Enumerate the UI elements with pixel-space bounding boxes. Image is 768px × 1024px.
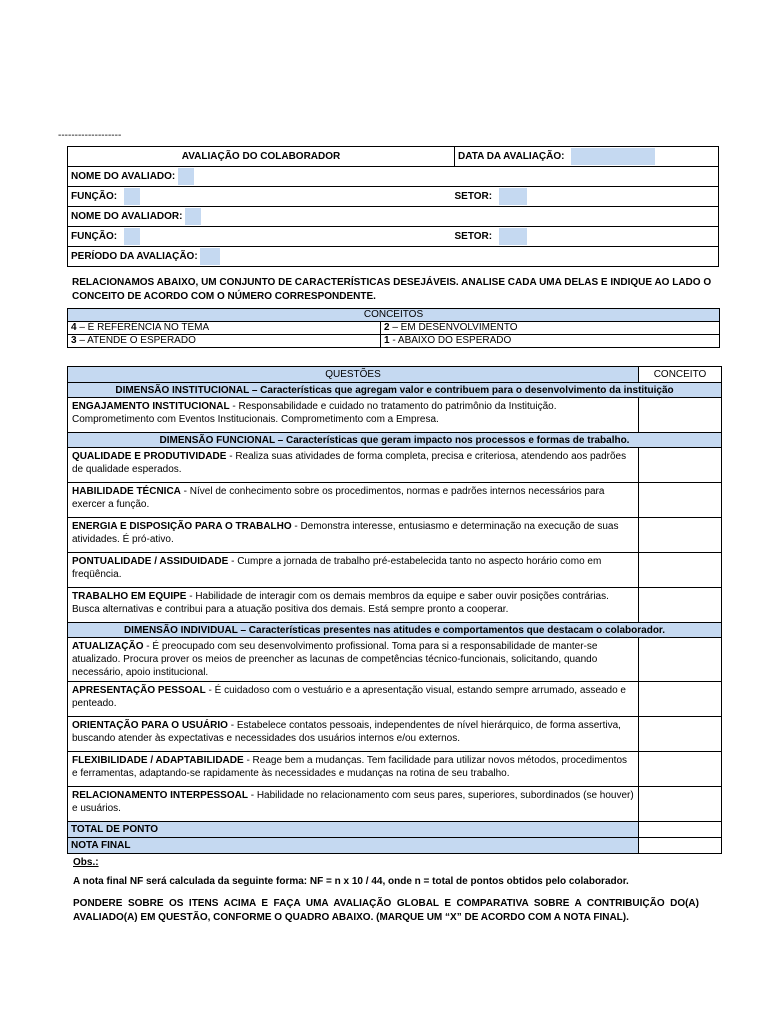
concept-input-q6[interactable]	[639, 588, 722, 623]
period-row	[68, 247, 719, 267]
table-row	[68, 717, 722, 752]
table-row	[68, 682, 722, 717]
concept-1	[381, 335, 720, 348]
table-row	[68, 752, 722, 787]
separator-line: -------------------	[58, 130, 122, 141]
concept-4-num: 4	[71, 322, 77, 333]
question-relacionamento	[68, 787, 639, 822]
sector-cell-1	[455, 187, 719, 207]
q4-text: - Demonstra interesse, entusiasmo e determinação na execução de suas atividades. É pró-ativo.	[72, 521, 619, 545]
table-row	[68, 588, 722, 623]
concept-4	[68, 322, 381, 335]
q8-text: - É cuidadoso com o vestuário e a apresentação visual, estando sempre arrumado, asseado e penteado.	[72, 685, 626, 709]
function-label-1: FUNÇÃO:	[71, 191, 118, 203]
sector-field-1[interactable]	[499, 188, 527, 205]
concept-1-num: 1	[384, 335, 390, 346]
concepts-title: CONCEITOS	[68, 309, 720, 322]
concept-1-text: - ABAIXO DO ESPERADO	[389, 335, 512, 346]
q11-text: - Habilidade no relacionamento com seus pares, superiores, subordinados (se houver) e usuários.	[72, 790, 634, 814]
evaluated-name-field[interactable]	[178, 168, 194, 185]
concepts-table	[67, 308, 720, 348]
final-grade-label: NOTA FINAL	[68, 838, 639, 854]
q9-text: - Estabelece contatos pessoais, independentes de nível hierárquico, de forma assertiva, buscando atender às expectativas e necessidades dos usuários internos e/ou externos.	[72, 720, 621, 744]
question-pontualidade	[68, 553, 639, 588]
evaluation-header-form	[67, 146, 719, 267]
sector-label-2: SETOR:	[454, 231, 493, 243]
table-row	[68, 638, 722, 682]
q10-text: - Reage bem a mudanças. Tem facilidade para utilizar novos métodos, procedimentos e ferramentas, adaptando-se rapidamente às necessidades e mudanças na rotina de seu trabalho.	[72, 755, 628, 779]
function-field-2[interactable]	[124, 228, 140, 245]
question-atualizacao	[68, 638, 639, 682]
q7-text: - É preocupado com seu desenvolvimento profissional. Toma para si a responsabilidade de manter-se atualizado. Procura prover os meios de preencher as lacunas de competências técnico-funcionais, solicitando, quando necessário, apoio institucional.	[72, 641, 598, 678]
table-row	[68, 787, 722, 822]
sector-cell-2	[455, 227, 719, 247]
question-habilidade	[68, 483, 639, 518]
question-qualidade	[68, 448, 639, 483]
question-engajamento	[68, 398, 639, 433]
period-label: PERÍODO DA AVALIAÇÃO:	[71, 251, 198, 263]
date-label-cell	[455, 147, 719, 167]
date-field[interactable]	[571, 148, 655, 165]
date-label: DATA DA AVALIAÇÃO:	[458, 151, 565, 163]
ponder-text: PONDERE SOBRE OS ITENS ACIMA E FAÇA UMA AVALIAÇÃO GLOBAL E COMPARATIVA SOBRE A CONTRIBUIÇÃO DO(A) AVALIADO(A) EM QUESTÃO, CONFORME O QUADRO ABAIXO. (MARQUE UM “X” DE ACORDO COM A NOTA FINAL).	[73, 898, 699, 923]
questions-table	[67, 366, 722, 854]
concept-3	[68, 335, 381, 348]
concept-4-text: – É REFERÊNCIA NO TEMA	[76, 322, 210, 333]
q1-title: ENGAJAMENTO INSTITUCIONAL	[72, 401, 230, 412]
q1-text: - Responsabilidade e cuidado no tratamento do patrimônio da Instituição. Comprometimento com Eventos Institucionais. Comprometimento com a Empresa.	[72, 401, 557, 425]
q3-title: HABILIDADE TÉCNICA	[72, 486, 181, 497]
evaluator-name-field[interactable]	[185, 208, 201, 225]
evaluated-name-label: NOME DO AVALIADO:	[71, 171, 176, 183]
q2-text: - Realiza suas atividades de forma completa, precisa e criteriosa, atendendo aos padrões de qualidade esperados.	[72, 451, 627, 475]
dimension-institutional: DIMENSÃO INSTITUCIONAL – Características que agregam valor e contribuem para o desenvolvimento da instituição	[68, 383, 722, 398]
sector-field-2[interactable]	[499, 228, 527, 245]
evaluator-name-label: NOME DO AVALIADOR:	[71, 211, 183, 223]
q5-text: - Cumpre a jornada de trabalho pré-estabelecida tanto no aspecto horário como em freqüência.	[72, 556, 602, 580]
concept-input-q4[interactable]	[639, 518, 722, 553]
q10-title: FLEXIBILIDADE / ADAPTABILIDADE	[72, 755, 244, 766]
final-grade-value[interactable]	[639, 838, 722, 854]
concept-3-text: – ATENDE O ESPERADO	[76, 335, 196, 346]
concept-input-q9[interactable]	[639, 717, 722, 752]
dimension-functional: DIMENSÃO FUNCIONAL – Características que geram impacto nos processos e formas de trabalho.	[68, 433, 722, 448]
table-row	[68, 518, 722, 553]
concept-input-q1[interactable]	[639, 398, 722, 433]
form-title: AVALIAÇÃO DO COLABORADOR	[68, 147, 455, 167]
formula-text: A nota final NF será calculada da seguinte forma: NF = n x 10 / 44, onde n = total de pontos obtidos pelo colaborador.	[73, 876, 629, 887]
intro-text: RELACIONAMOS ABAIXO, UM CONJUNTO DE CARACTERÍSTICAS DESEJÁVEIS. ANALISE CADA UMA DELAS E INDIQUE AO LADO O CONCEITO DE ACORDO COM O NÚMERO CORRESPONDENTE.	[72, 277, 712, 302]
concept-input-q11[interactable]	[639, 787, 722, 822]
question-trabalho-equipe	[68, 588, 639, 623]
total-points-label: TOTAL DE PONTO	[68, 822, 639, 838]
sector-label-1: SETOR:	[454, 191, 493, 203]
table-row	[68, 553, 722, 588]
concept-2	[381, 322, 720, 335]
function-row-2	[68, 227, 455, 247]
function-label-2: FUNÇÃO:	[71, 231, 118, 243]
q9-title: ORIENTAÇÃO PARA O USUÁRIO	[72, 720, 228, 731]
q6-text: - Habilidade de interagir com os demais membros da equipe e saber ouvir posições contrárias. Busca alternativas e contribui para a atuação positiva dos demais. Está sempre pronto a cooperar.	[72, 591, 609, 615]
obs-label: Obs.:	[73, 857, 99, 868]
concept-input-q2[interactable]	[639, 448, 722, 483]
table-row	[68, 448, 722, 483]
period-field[interactable]	[200, 248, 220, 265]
q7-title: ATUALIZAÇÃO	[72, 641, 144, 652]
table-row	[68, 398, 722, 433]
concept-2-num: 2	[384, 322, 390, 333]
header-concept: CONCEITO	[639, 367, 722, 383]
question-apresentacao	[68, 682, 639, 717]
concept-2-text: – EM DESENVOLVIMENTO	[389, 322, 518, 333]
dimension-individual: DIMENSÃO INDIVIDUAL – Características presentes nas atitudes e comportamentos que destacam o colaborador.	[68, 623, 722, 638]
q5-title: PONTUALIDADE / ASSIDUIDADE	[72, 556, 229, 567]
function-field-1[interactable]	[124, 188, 140, 205]
concept-input-q10[interactable]	[639, 752, 722, 787]
function-row-1	[68, 187, 455, 207]
evaluator-name-row	[68, 207, 719, 227]
question-flexibilidade	[68, 752, 639, 787]
concept-input-q8[interactable]	[639, 682, 722, 717]
evaluated-name-row	[68, 167, 719, 187]
q4-title: ENERGIA E DISPOSIÇÃO PARA O TRABALHO	[72, 521, 292, 532]
table-row	[68, 483, 722, 518]
header-questions: QUESTÕES	[68, 367, 639, 383]
question-orientacao	[68, 717, 639, 752]
concept-input-q3[interactable]	[639, 483, 722, 518]
q11-title: RELACIONAMENTO INTERPESSOAL	[72, 790, 248, 801]
q3-text: - Nível de conhecimento sobre os procedimentos, normas e padrões internos necessários para exercer a função.	[72, 486, 605, 510]
q8-title: APRESENTAÇÃO PESSOAL	[72, 685, 206, 696]
concept-3-num: 3	[71, 335, 77, 346]
total-points-value[interactable]	[639, 822, 722, 838]
question-energia	[68, 518, 639, 553]
q2-title: QUALIDADE E PRODUTIVIDADE	[72, 451, 227, 462]
concept-input-q5[interactable]	[639, 553, 722, 588]
concept-input-q7[interactable]	[639, 638, 722, 682]
q6-title: TRABALHO EM EQUIPE	[72, 591, 187, 602]
